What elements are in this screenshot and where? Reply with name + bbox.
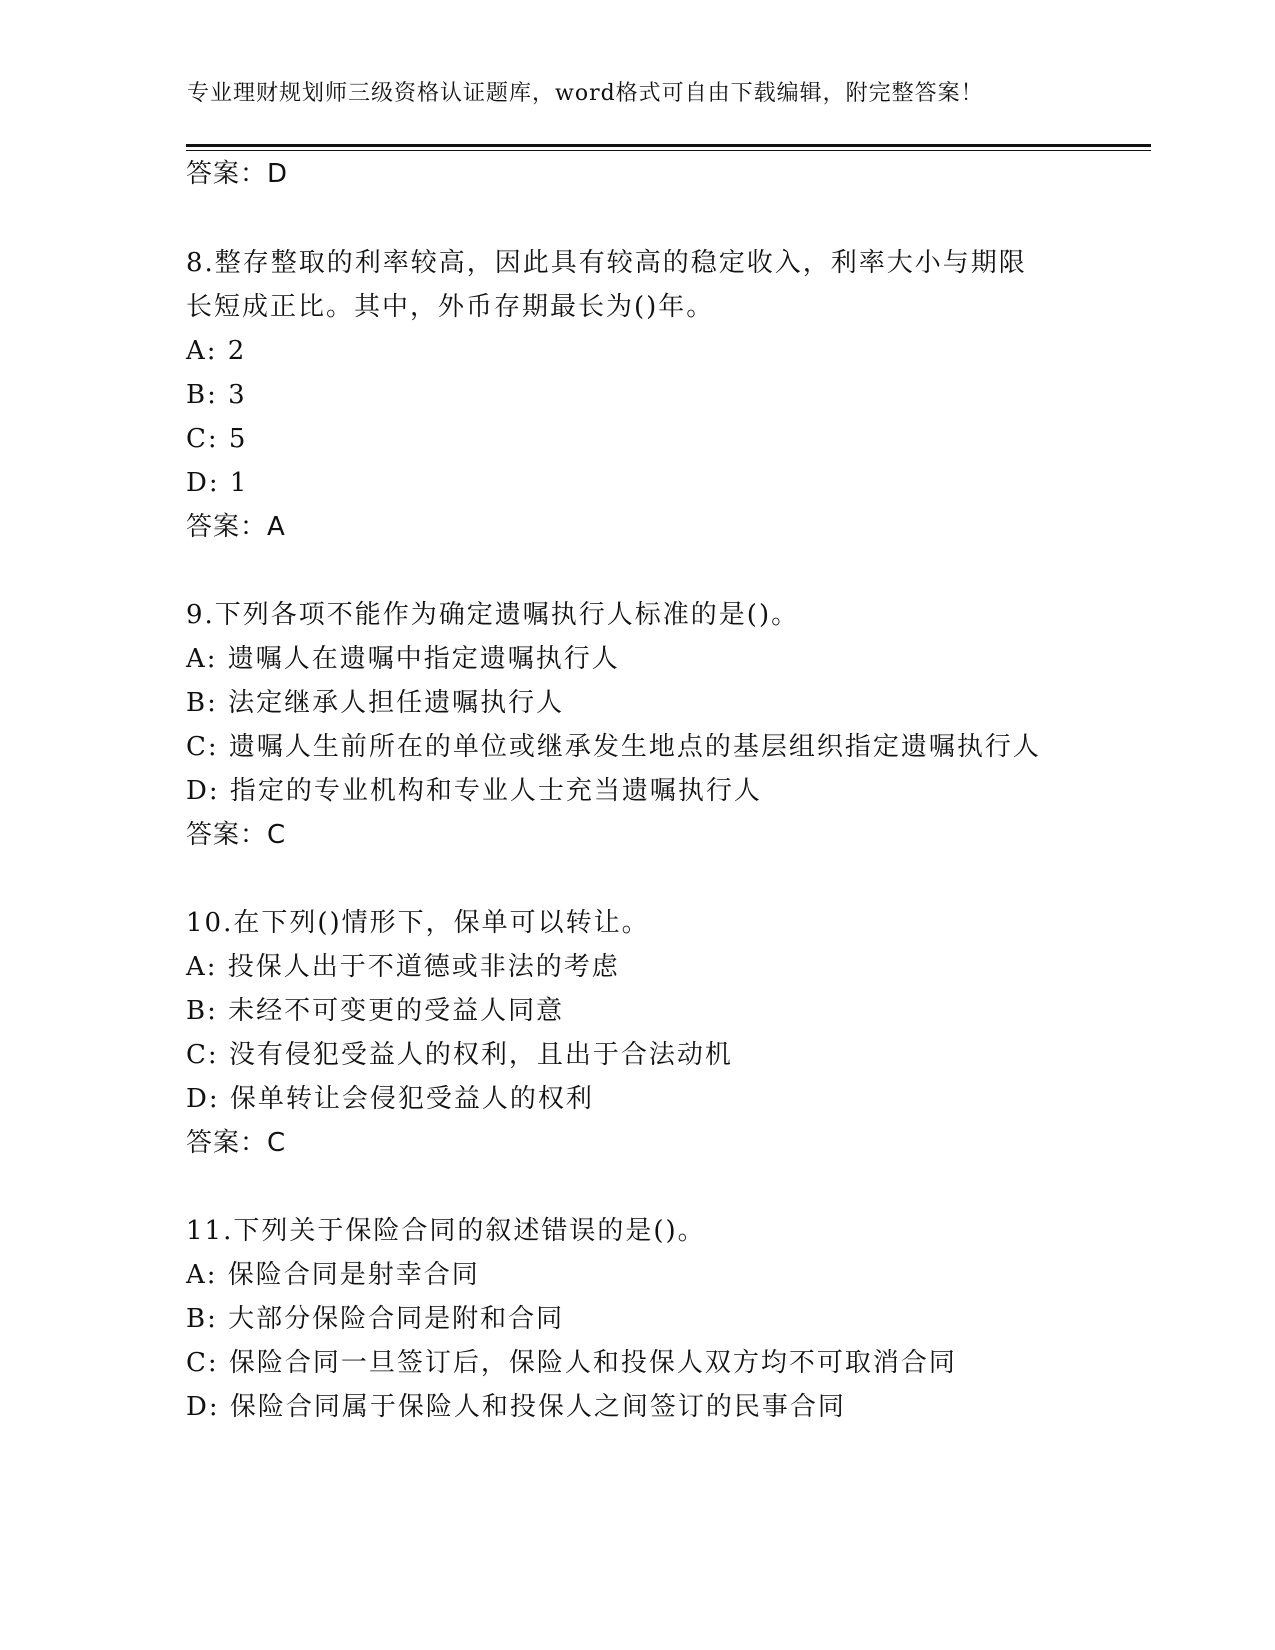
question-8-option-c: C: 5 [186, 424, 248, 454]
question-11-option-c: C: 保险合同一旦签订后，保险人和投保人双方均不可取消合同 [186, 1348, 957, 1378]
question-8-stem-cont: 长短成正比。其中，外币存期最长为()年。 [186, 292, 715, 322]
question-8-option-a: A: 2 [186, 336, 247, 366]
question-9-answer: 答案：C [186, 820, 287, 850]
question-9-option-c: C: 遗嘱人生前所在的单位或继承发生地点的基层组织指定遗嘱执行人 [186, 732, 1041, 762]
question-9-option-d: D: 指定的专业机构和专业人士充当遗嘱执行人 [186, 776, 762, 806]
question-8-option-d: D: 1 [186, 468, 249, 498]
question-9-stem: 9.下列各项不能作为确定遗嘱执行人标准的是()。 [186, 600, 800, 630]
answer-line: 答案：D [186, 159, 289, 189]
header-rule-thin [186, 150, 1151, 151]
question-10-option-b: B: 未经不可变更的受益人同意 [186, 996, 565, 1026]
header-rule-thick [186, 144, 1151, 147]
question-10-option-c: C: 没有侵犯受益人的权利，且出于合法动机 [186, 1040, 733, 1070]
question-11-option-d: D: 保险合同属于保险人和投保人之间签订的民事合同 [186, 1392, 846, 1422]
question-8-stem: 8.整存整取的利率较高，因此具有较高的稳定收入，利率大小与期限 [186, 248, 1027, 278]
question-10-stem: 10.在下列()情形下，保单可以转让。 [186, 908, 650, 938]
question-11-option-a: A: 保险合同是射幸合同 [186, 1260, 480, 1290]
question-8-answer: 答案：A [186, 512, 286, 542]
question-9-option-a: A: 遗嘱人在遗嘱中指定遗嘱执行人 [186, 644, 620, 674]
question-11-stem: 11.下列关于保险合同的叙述错误的是()。 [186, 1216, 706, 1246]
question-9-option-b: B: 法定继承人担任遗嘱执行人 [186, 688, 565, 718]
question-10-option-a: A: 投保人出于不道德或非法的考虑 [186, 952, 620, 982]
question-10-answer: 答案：C [186, 1128, 287, 1158]
question-8-option-b: B: 3 [186, 380, 247, 410]
page-header: 专业理财规划师三级资格认证题库，word格式可自由下载编辑，附完整答案！ [187, 81, 984, 106]
question-10-option-d: D: 保单转让会侵犯受益人的权利 [186, 1084, 594, 1114]
question-11-option-b: B: 大部分保险合同是附和合同 [186, 1304, 565, 1334]
